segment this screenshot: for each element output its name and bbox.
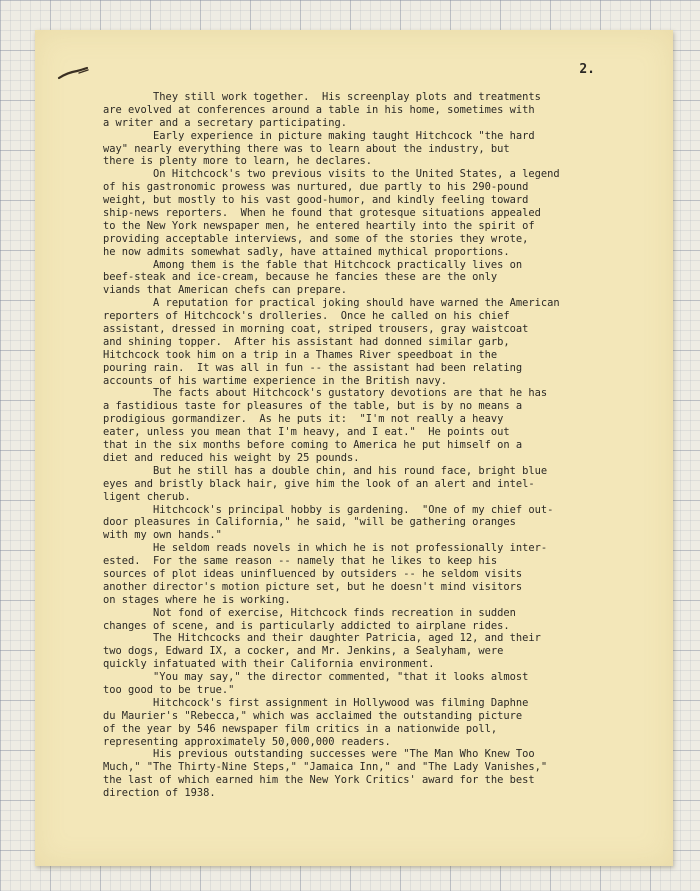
text-line: sources of plot ideas uninfluenced by outsiders -- he seldom visits	[103, 567, 523, 580]
text-line: on stages where he is working.	[103, 593, 291, 606]
ink-smudge-mark	[57, 65, 91, 81]
text-line: prodigious gormandizer. As he puts it: "I'm not really a heavy	[103, 413, 504, 426]
text-line: with my own hands."	[103, 529, 222, 542]
text-line: reporters of Hitchcock's drolleries. Once he called on his chief	[103, 310, 510, 323]
text-line: changes of scene, and is particularly addicted to airplane rides.	[103, 619, 510, 632]
text-line: Not fond of exercise, Hitchcock finds recreation in sudden	[103, 606, 516, 619]
text-line: direction of 1938.	[103, 787, 216, 800]
text-line: of the year by 546 newspaper film critics in a nationwide poll,	[103, 722, 498, 735]
text-line: ship-news reporters. When he found that grotesque situations appealed	[103, 207, 541, 220]
text-line: accounts of his wartime experience in the British navy.	[103, 374, 448, 387]
paragraph	[103, 297, 663, 387]
text-line: eyes and bristly black hair, give him the look of an alert and intel-	[103, 477, 535, 490]
text-line: assistant, dressed in morning coat, striped trousers, gray waistcoat	[103, 323, 529, 336]
text-line: too good to be true."	[103, 683, 235, 696]
paragraph	[103, 259, 663, 298]
text-line: to the New York newspaper men, he entered heartily into the spirit of	[103, 219, 535, 232]
text-line: a writer and a secretary participating.	[103, 116, 347, 129]
paragraph	[103, 504, 663, 543]
text-line: du Maurier's "Rebecca," which was acclaimed the outstanding picture	[103, 709, 523, 722]
typewritten-page	[35, 30, 673, 866]
text-line: Hitchcock took him on a trip in a Thames River speedboat in the	[103, 348, 498, 361]
text-line: The Hitchcocks and their daughter Patricia, aged 12, and their	[103, 632, 541, 645]
text-line: The facts about Hitchcock's gustatory devotions are that he has	[103, 387, 548, 400]
text-line: that in the six months before coming to America he put himself on a	[103, 439, 523, 452]
text-line: Among them is the fable that Hitchcock practically lives on	[103, 258, 523, 271]
text-line: Early experience in picture making taught Hitchcock "the hard	[103, 129, 535, 142]
text-line: another director's motion picture set, but he doesn't mind visitors	[103, 580, 523, 593]
text-line: He seldom reads novels in which he is not professionally inter-	[103, 542, 548, 555]
page-number: 2.	[579, 62, 595, 77]
paragraph	[103, 542, 663, 606]
paragraph	[103, 465, 663, 504]
text-line: On Hitchcock's two previous visits to the United States, a legend	[103, 168, 560, 181]
text-line: and shining topper. After his assistant had donned similar garb,	[103, 335, 510, 348]
text-line: They still work together. His screenplay plots and treatments	[103, 91, 541, 103]
text-line: the last of which earned him the New York Critics' award for the best	[103, 774, 535, 787]
paragraph	[103, 748, 663, 800]
text-line: two dogs, Edward IX, a cocker, and Mr. Jenkins, a Sealyham, were	[103, 645, 504, 658]
text-line: Hitchcock's principal hobby is gardening. "One of my chief out-	[103, 503, 554, 516]
text-line: are evolved at conferences around a table in his home, sometimes with	[103, 103, 535, 116]
text-line: ligent cherub.	[103, 490, 191, 503]
text-line: quickly infatuated with their California environment.	[103, 658, 435, 671]
text-line: pouring rain. It was all in fun -- the assistant had been relating	[103, 361, 523, 374]
text-line: Much," "The Thirty-Nine Steps," "Jamaica Inn," and "The Lady Vanishes,"	[103, 761, 548, 774]
text-line: he now admits somewhat sadly, have attained mythical proportions.	[103, 245, 510, 258]
text-line: there is plenty more to learn, he declares.	[103, 155, 372, 168]
text-line: diet and reduced his weight by 25 pounds.	[103, 451, 360, 464]
paragraph	[103, 671, 663, 697]
text-line: eater, unless you mean that I'm heavy, and I eat." He points out	[103, 426, 510, 439]
paragraph	[103, 607, 663, 633]
paragraph	[103, 697, 663, 749]
paragraph	[103, 91, 663, 130]
text-line: viands that American chefs can prepare.	[103, 284, 347, 297]
text-line: A reputation for practical joking should have warned the American	[103, 297, 560, 310]
text-line: of his gastronomic prowess was nurtured, due partly to his 290-pound	[103, 181, 529, 194]
text-line: way" nearly everything there was to learn about the industry, but	[103, 142, 510, 155]
text-line: ested. For the same reason -- namely that he likes to keep his	[103, 555, 498, 568]
paragraph	[103, 168, 663, 258]
text-line: weight, but mostly to his vast good-humor, and kindly feeling toward	[103, 194, 529, 207]
text-line: But he still has a double chin, and his round face, bright blue	[103, 464, 548, 477]
paragraph	[103, 387, 663, 464]
text-line: beef-steak and ice-cream, because he fancies these are the only	[103, 271, 498, 284]
text-line: a fastidious taste for pleasures of the table, but is by no means a	[103, 400, 523, 413]
text-line: His previous outstanding successes were "The Man Who Knew Too	[103, 748, 535, 761]
text-line: door pleasures in California," he said, "will be gathering oranges	[103, 516, 516, 529]
text-line: providing acceptable interviews, and some of the stories they wrote,	[103, 232, 529, 245]
paragraph	[103, 632, 663, 671]
text-line: representing approximately 50,000,000 readers.	[103, 735, 391, 748]
body-text	[103, 91, 663, 800]
text-line: Hitchcock's first assignment in Hollywood was filming Daphne	[103, 696, 529, 709]
text-line: "You may say," the director commented, "that it looks almost	[103, 671, 529, 684]
paragraph	[103, 130, 663, 169]
